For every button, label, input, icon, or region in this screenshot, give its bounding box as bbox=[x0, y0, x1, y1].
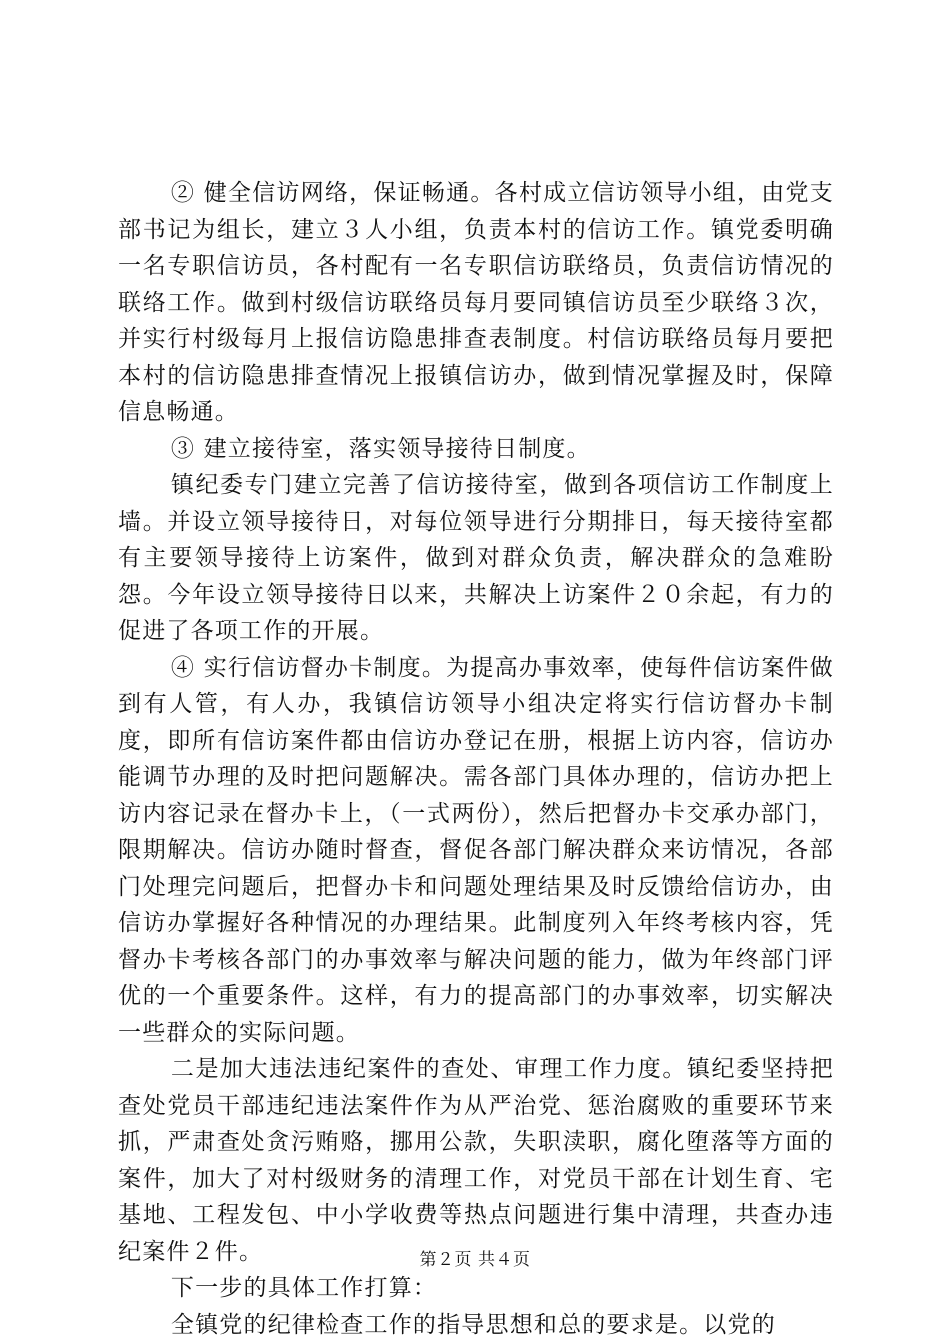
body-text bbox=[118, 175, 834, 1343]
page-footer: 第２页 共４页 bbox=[419, 1250, 531, 1270]
paragraph-petition-network: ② 健全信访网络，保证畅通。各村成立信访领导小组，由党支部书记为组长，建立３人小组，负责本村的信访工作。镇党委明确一名专职信访员，各村配有一名专职信访联络员，负责信访情况的联络工作。做到村级信访联络员每月要同镇信访员至少联络３次，并实行村级每月上报信访隐患排查表制度。村信访联络员每月要把本村的信访隐患排查情况上报镇信访办，做到情况掌握及时，保障信息畅通。 bbox=[118, 180, 834, 425]
paragraph-case-investigation: 二是加大违法违纪案件的查处、审理工作力度。镇纪委坚持把查处党员干部违纪违法案件作为从严治党、惩治腐败的重要环节来抓，严肃查处贪污贿赂，挪用公款，失职渎职，腐化堕落等方面的案件，加大了对村级财务的清理工作，对党员干部在计划生育、宅基地、工程发包、中小学收费等热点问题进行集中清理，共查办违纪案件２件。 bbox=[118, 1056, 834, 1265]
paragraph-reception-room-heading: ③ 建立接待室，落实领导接待日制度。 bbox=[170, 435, 591, 462]
paragraph-reception-room: 镇纪委专门建立完善了信访接待室，做到各项信访工作制度上墙。并设立领导接待日，对每位领导进行分期排日，每天接待室都有主要领导接待上访案件，做到对群众负责，解决群众的急难盼怨。今年设立领导接待日以来，共解决上访案件２０余起，有力的促进了各项工作的开展。 bbox=[118, 472, 834, 644]
paragraph-next-steps-heading: 下一步的具体工作打算： bbox=[170, 1275, 438, 1301]
paragraph-supervision-card: ④ 实行信访督办卡制度。为提高办事效率，使每件信访案件做到有人管，有人办，我镇信访领导小组决定将实行信访督办卡制度，即所有信访案件都由信访办登记在册，根据上访内容，信访办能调节办理的及时把问题解决。需各部门具体办理的，信访办把上访内容记录在督办卡上，（一式两份），然后把督办卡交承办部门，限期解决。信访办随时督查，督促各部门解决群众来访情况，各部门处理完问题后，把督办卡和问题处理结果及时反馈给信访办，由信访办掌握好各种情况的办理结果。此制度列入年终考核内容，凭督办卡考核各部门的办事效率与解决问题的能力，做为年终部门评优的一个重要条件。这样，有力的提高部门的办事效率，切实解决一些群众的实际问题。 bbox=[118, 654, 834, 1046]
paragraph-guiding-ideology: 全镇党的纪律检查工作的指导思想和总的要求是。以党的 bbox=[170, 1311, 776, 1338]
